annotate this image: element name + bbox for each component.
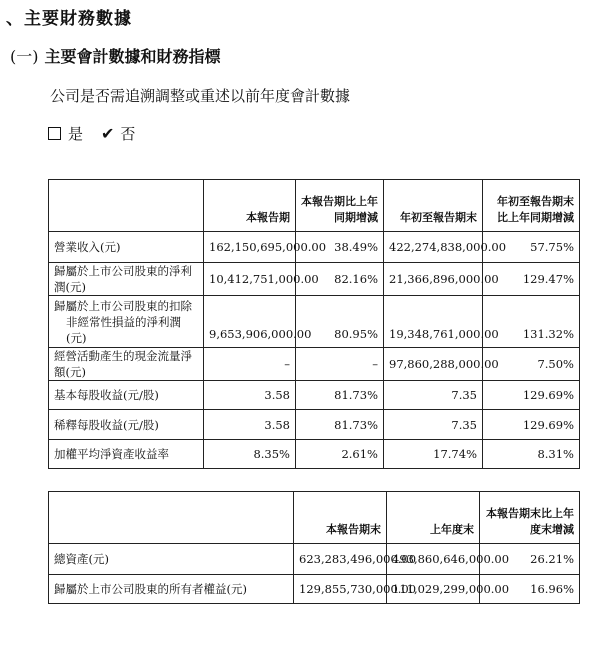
balance-sheet-data-table [48, 491, 580, 604]
cell-yoy-change: 80.95% [296, 296, 384, 348]
cell-yoy-change: 81.73% [296, 410, 384, 440]
row-label: 基本每股收益(元/股) [49, 381, 204, 410]
cell-ytd: 19,348,761,000.00 [384, 296, 483, 348]
cell-change: 16.96% [480, 575, 580, 604]
row-label: 總資產(元) [49, 544, 294, 575]
row-label: 營業收入(元) [49, 232, 204, 263]
cell-ytd: 7.35 [384, 381, 483, 410]
row-label: 歸屬於上市公司股東的扣除 非經常性損益的淨利潤(元) [49, 296, 204, 348]
checkmark-icon: ✔ [101, 124, 115, 143]
row-label: 歸屬於上市公司股東的淨利潤(元) [49, 263, 204, 296]
restatement-answers [48, 123, 135, 144]
cell-prior-year-end: 111,029,299,000.00 [387, 575, 480, 604]
cell-yoy-change: 2.61% [296, 440, 384, 469]
cell-ytd-yoy-change: 131.32% [483, 296, 580, 348]
header-ytd: 年初至報告期末 [384, 180, 483, 232]
cell-current-period: 10,412,751,000.00 [204, 263, 296, 296]
cell-current-period: 3.58 [204, 381, 296, 410]
cell-ytd-yoy-change: 8.31% [483, 440, 580, 469]
answer-no-label: 否 [120, 125, 136, 143]
row-label: 歸屬於上市公司股東的所有者權益(元) [49, 575, 294, 604]
header-change-vs-prior-year-end: 本報告期末比上年 度末增減 [480, 492, 580, 544]
header-yoy-change: 本報告期比上年 同期增減 [296, 180, 384, 232]
table-row [49, 440, 580, 469]
answer-yes-label: 是 [68, 125, 84, 143]
cell-yoy-change: 82.16% [296, 263, 384, 296]
header-cell-blank [49, 492, 294, 544]
cell-current-period: 162,150,695,000.00 [204, 232, 296, 263]
cell-ytd: 7.35 [384, 410, 483, 440]
restatement-question: 公司是否需追溯調整或重述以前年度會計數據 [50, 87, 351, 105]
cell-ytd: 422,274,838,000.00 [384, 232, 483, 263]
table-row [49, 575, 580, 604]
cell-ytd: 21,366,896,000.00 [384, 263, 483, 296]
cell-period-end: 129,855,730,000.00 [294, 575, 387, 604]
cell-ytd: 97,860,288,000.00 [384, 348, 483, 381]
row-label: 加權平均淨資產收益率 [49, 440, 204, 469]
header-current-period: 本報告期 [204, 180, 296, 232]
header-cell-blank [49, 180, 204, 232]
cell-ytd-yoy-change: 129.69% [483, 410, 580, 440]
key-financial-data-table [48, 179, 580, 469]
table-header-row [49, 492, 580, 544]
cell-ytd-yoy-change: 129.69% [483, 381, 580, 410]
table-row [49, 348, 580, 381]
cell-ytd: 17.74% [384, 440, 483, 469]
cell-ytd-yoy-change: 57.75% [483, 232, 580, 263]
row-label: 經營活動產生的現金流量淨額(元) [49, 348, 204, 381]
cell-prior-year-end: 493,860,646,000.00 [387, 544, 480, 575]
table-row [49, 381, 580, 410]
cell-ytd-yoy-change: 7.50% [483, 348, 580, 381]
cell-change: 26.21% [480, 544, 580, 575]
table-row [49, 263, 580, 296]
table-row [49, 410, 580, 440]
table-row [49, 232, 580, 263]
header-ytd-yoy-change: 年初至報告期末 比上年同期增減 [483, 180, 580, 232]
cell-yoy-change: – [296, 348, 384, 381]
subsection-title [10, 44, 221, 67]
header-period-end: 本報告期末 [294, 492, 387, 544]
cell-current-period: 9,653,906,000.00 [204, 296, 296, 348]
section-title: 、主要財務數據 [6, 9, 132, 29]
header-prior-year-end: 上年度末 [387, 492, 480, 544]
subsection-number: (一) [10, 47, 39, 66]
cell-period-end: 623,283,496,000.00 [294, 544, 387, 575]
table-row [49, 296, 580, 348]
table-header-row [49, 180, 580, 232]
row-label: 稀釋每股收益(元/股) [49, 410, 204, 440]
table-row [49, 544, 580, 575]
cell-current-period: 3.58 [204, 410, 296, 440]
cell-yoy-change: 38.49% [296, 232, 384, 263]
unchecked-box-icon [48, 127, 61, 140]
subsection-title-text: 主要會計數據和財務指標 [44, 47, 221, 66]
cell-current-period: – [204, 348, 296, 381]
cell-ytd-yoy-change: 129.47% [483, 263, 580, 296]
cell-yoy-change: 81.73% [296, 381, 384, 410]
cell-current-period: 8.35% [204, 440, 296, 469]
